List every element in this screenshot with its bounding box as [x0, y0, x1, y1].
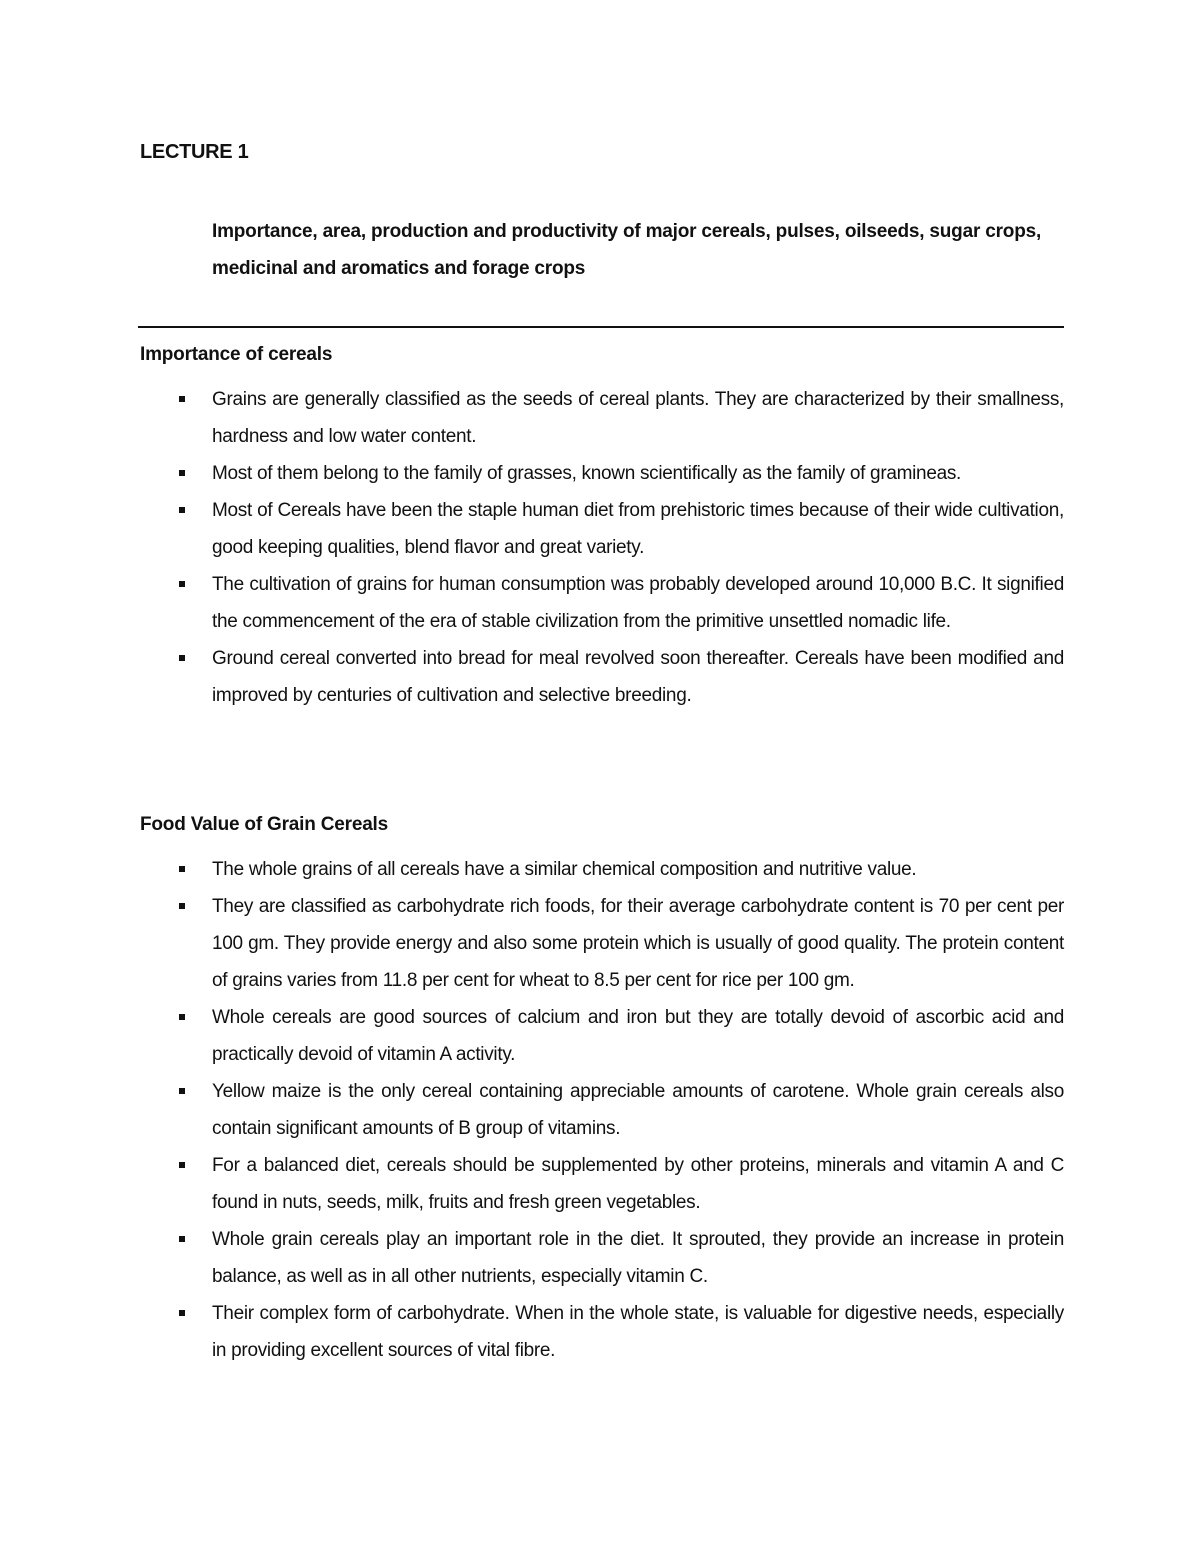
- list-item-text: Whole cereals are good sources of calcium and iron but they are totally devoid of ascorbic acid and practically devoid of vitamin A activity.: [212, 1007, 1064, 1065]
- list-item: [140, 455, 1064, 492]
- square-bullet-icon: [179, 903, 185, 909]
- list-item: [140, 1295, 1064, 1369]
- square-bullet-icon: [179, 396, 185, 402]
- section-importance-of-cereals: [140, 341, 1064, 714]
- list-item-text: Most of Cereals have been the staple human diet from prehistoric times because of their wide cultivation, good keeping qualities, blend flavor and great variety.: [212, 500, 1064, 558]
- section-heading: Importance of cereals: [140, 344, 333, 365]
- list-item-text: Whole grain cereals play an important role in the diet. It sprouted, they provide an increase in protein balance, as well as in all other nutrients, especially vitamin C.: [212, 1229, 1064, 1287]
- list-item-text: For a balanced diet, cereals should be supplemented by other proteins, minerals and vitamin A and C found in nuts, seeds, milk, fruits and fresh green vegetables.: [212, 1155, 1064, 1213]
- list-item: [140, 566, 1064, 640]
- list-item: [140, 492, 1064, 566]
- list-item-text: Yellow maize is the only cereal containing appreciable amounts of carotene. Whole grain cereals also contain significant amounts of B group of vitamins.: [212, 1081, 1064, 1139]
- list-item-text: Ground cereal converted into bread for meal revolved soon thereafter. Cereals have been modified and improved by centuries of cultivation and selective breeding.: [212, 648, 1064, 706]
- square-bullet-icon: [179, 470, 185, 476]
- list-item: [140, 1073, 1064, 1147]
- square-bullet-icon: [179, 1310, 185, 1316]
- square-bullet-icon: [179, 866, 185, 872]
- square-bullet-icon: [179, 655, 185, 661]
- bullet-list: [140, 851, 1064, 1369]
- list-item: [140, 381, 1064, 455]
- list-item: [140, 1147, 1064, 1221]
- lecture-label: LECTURE 1: [140, 141, 249, 163]
- square-bullet-icon: [179, 1088, 185, 1094]
- section-food-value: [140, 811, 1064, 1369]
- square-bullet-icon: [179, 1236, 185, 1242]
- list-item-text: Most of them belong to the family of grasses, known scientifically as the family of gramineas.: [212, 463, 962, 484]
- list-item-text: Their complex form of carbohydrate. When in the whole state, is valuable for digestive needs, especially in providing excellent sources of vital fibre.: [212, 1303, 1064, 1361]
- section-heading: Food Value of Grain Cereals: [140, 814, 389, 835]
- square-bullet-icon: [179, 507, 185, 513]
- square-bullet-icon: [179, 1162, 185, 1168]
- bullet-list: [140, 381, 1064, 714]
- list-item: [140, 888, 1064, 999]
- list-item: [140, 999, 1064, 1073]
- list-item: [140, 1221, 1064, 1295]
- list-item-text: Grains are generally classified as the seeds of cereal plants. They are characterized by their smallness, hardness and low water content.: [212, 389, 1064, 447]
- list-item: [140, 851, 1064, 888]
- list-item: [140, 640, 1064, 714]
- list-item-text: They are classified as carbohydrate rich foods, for their average carbohydrate content is 70 per cent per 100 gm. They provide energy and also some protein which is usually of good quality. The protein content of grains varies from 11.8 per cent for wheat to 8.5 per cent for rice per 100 gm.: [212, 896, 1064, 991]
- title-divider: [138, 326, 1064, 328]
- document-title: Importance, area, production and productivity of major cereals, pulses, oilseeds, sugar crops, medicinal and aromatics and forage crops: [212, 221, 1042, 279]
- square-bullet-icon: [179, 581, 185, 587]
- list-item-text: The whole grains of all cereals have a similar chemical composition and nutritive value.: [212, 859, 917, 880]
- list-item-text: The cultivation of grains for human consumption was probably developed around 10,000 B.C. It signified the commencement of the era of stable civilization from the primitive unsettled nomadic life.: [212, 574, 1064, 632]
- square-bullet-icon: [179, 1014, 185, 1020]
